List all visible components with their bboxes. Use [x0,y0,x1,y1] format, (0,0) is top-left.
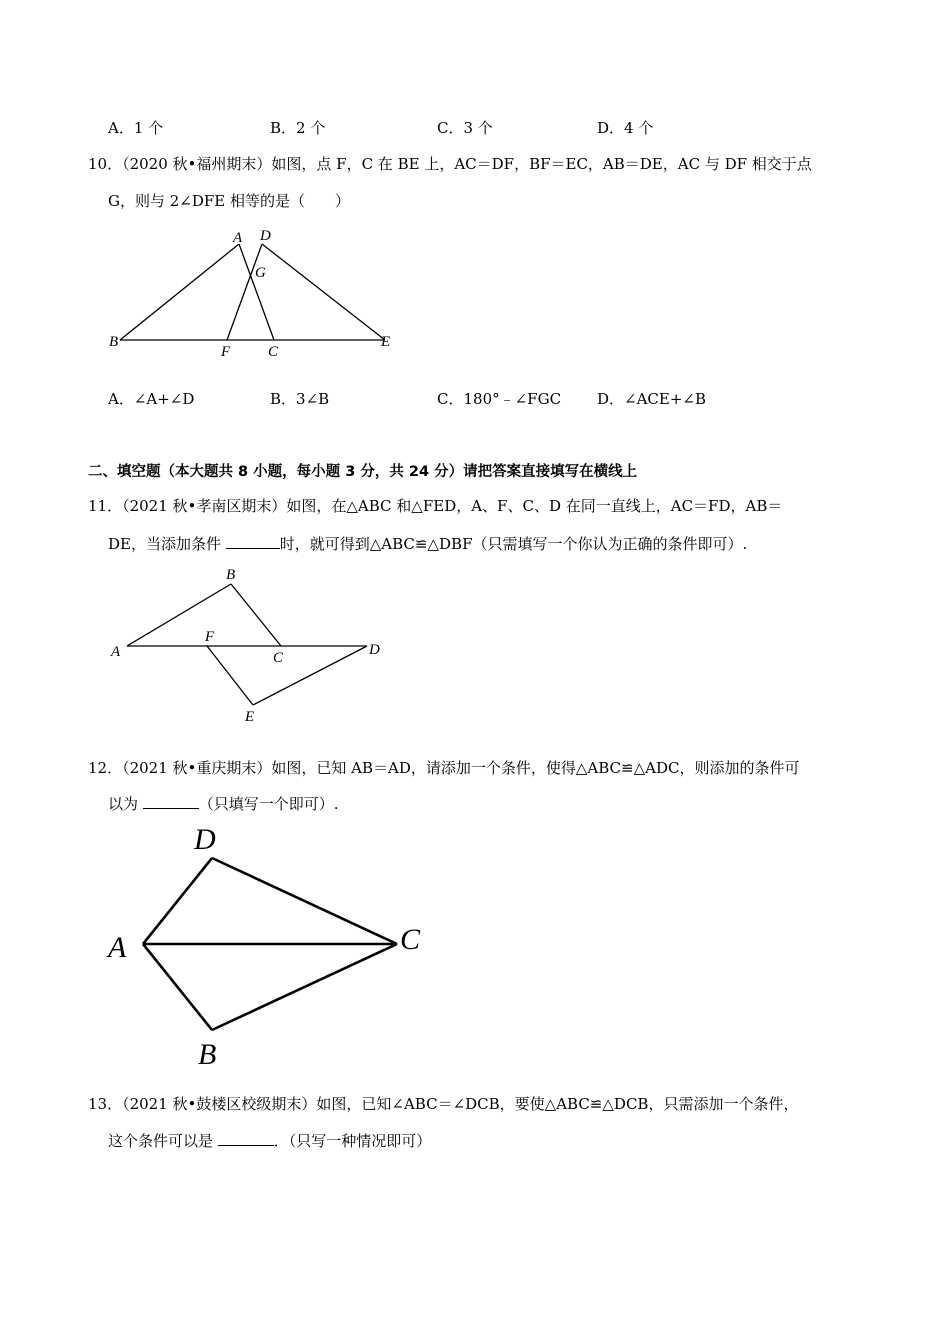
q12-answer-blank[interactable] [143,794,199,809]
q12-source: （2021 秋•重庆期末） [122,759,272,777]
q10-number: 10． [88,155,123,173]
section2-title: 二、填空题（本大题共 8 小题，每小题 3 分，共 24 分）请把答案直接填写在横线上 [88,464,638,480]
q13-stem-line2-before: 这个条件可以是 [108,1132,214,1150]
q13-stem-line2-after: ．（只写一种情况即可） [273,1132,432,1150]
q10-label-d: D [260,228,271,244]
q11-number: 11． [88,497,123,515]
q11-figure [105,562,395,727]
q12-figure-lines [143,858,397,1030]
q10-label-f: F [221,344,231,360]
q12-label-c: C [400,923,421,956]
q10-figure-lines [120,244,385,340]
q11-answer-blank[interactable] [226,534,280,549]
q11-label-e: E [245,709,255,725]
q9-option-a: A．1 个 [108,119,164,137]
q10-stem-line2: G，则与 2∠DFE 相等的是（ ） [108,192,351,210]
q11-stem-line2-after: 时，就可得到△ABC≌△DBF（只需填写一个你认为正确的条件即可）. [279,535,748,553]
q11-stem-line1: 如图，在△ABC 和△FED，A、F、C、D 在同一直线上，AC＝FD，AB＝ [286,497,783,515]
q11-label-d: D [369,642,380,658]
q12-label-d: D [194,823,216,856]
q12-label-b: B [198,1038,217,1071]
q12-stem-line2-after: （只填写一个即可）. [198,795,339,813]
q10-source: （2020 秋•福州期末） [122,155,272,173]
q11-label-a: A [111,644,121,660]
q9-option-b: B．2 个 [270,119,326,137]
q13-stem-line1: 如图，已知∠ABC＝∠DCB，要使△ABC≌△DCB，只需添加一个条件， [316,1095,799,1113]
q9-option-d: D．4 个 [597,119,654,137]
q12-text-line2 [108,793,339,814]
q10-option-d: D．∠ACE+∠B [597,390,707,408]
q11-source: （2021 秋•孝南区期末） [122,497,287,515]
q12-stem-line1: 如图，已知 AB＝AD，请添加一个条件，使得△ABC≌△ADC，则添加的条件可 [271,759,800,777]
q11-label-c: C [273,650,284,666]
q11-figure-lines [127,584,367,705]
q10-label-g: G [255,265,266,281]
q10-label-e: E [381,334,391,350]
q13-text-line2 [108,1130,431,1151]
q12-figure [100,818,440,1074]
q11-text-line1 [88,495,782,516]
q10-option-a: A．∠A+∠D [108,390,195,408]
q10-option-b: B．3∠B [270,390,330,408]
q13-answer-blank[interactable] [218,1131,274,1146]
q13-number: 13． [88,1095,123,1113]
q12-number: 12． [88,759,123,777]
q13-text-line1 [88,1093,798,1114]
q10-stem-line1: 如图，点 F，C 在 BE 上，AC＝DF，BF＝EC，AB＝DE，AC 与 DF 相交于点 [271,155,812,173]
q13-source: （2021 秋•鼓楼区校级期末） [122,1095,317,1113]
q12-label-a: A [108,931,127,964]
q11-label-f: F [205,629,215,645]
q10-figure [105,222,405,362]
q10-label-b: B [109,334,119,350]
q12-stem-line2-before: 以为 [108,795,139,813]
q11-text-line2 [108,533,747,554]
q10-label-c: C [268,344,279,360]
q11-label-b: B [226,567,236,583]
q10-label-a: A [233,230,243,246]
q11-stem-line2-before: DE，当添加条件 [108,535,221,553]
q10-text-line1 [88,153,812,174]
q9-option-c: C．3 个 [437,119,493,137]
q10-option-c: C．180°﹣∠FGC [437,390,562,408]
q12-text-line1 [88,757,799,778]
